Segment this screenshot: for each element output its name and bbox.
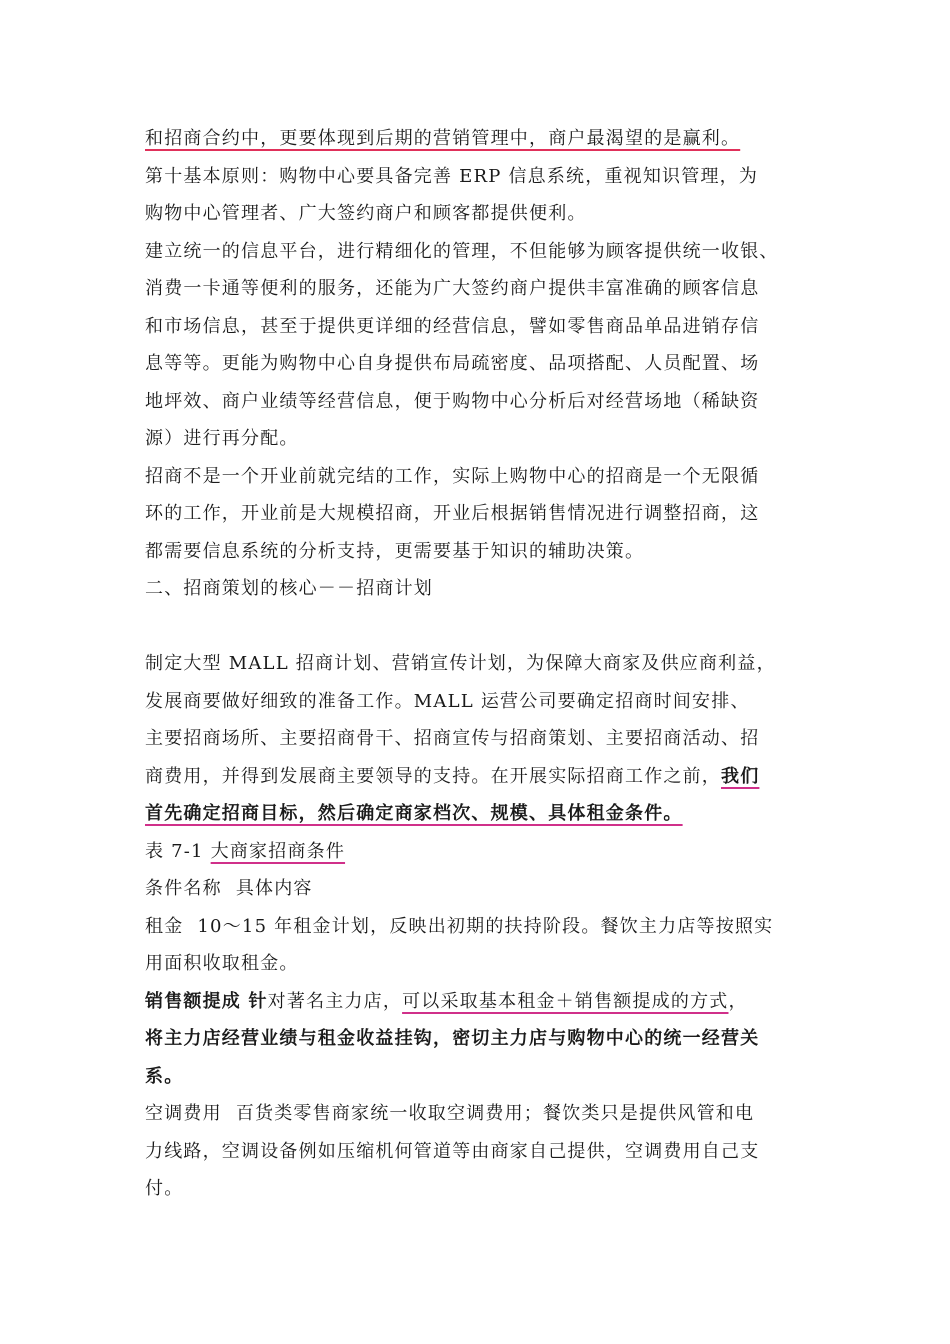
text-line: 招商不是一个开业前就完结的工作，实际上购物中心的招商是一个无限循	[145, 465, 760, 487]
bold-underlined-text: 首先确定招商目标，然后确定商家档次、规模、具体租金条件。	[145, 803, 683, 824]
text-line	[145, 758, 817, 796]
text-line: 建立统一的信息平台，进行精细化的管理，不但能够为顾客提供统一收银、	[145, 240, 779, 262]
underlined-text: 和招商合约中，更要体现到后期的营销管理中，商户最渴望的是赢利。	[145, 128, 741, 149]
document-page	[145, 120, 817, 1208]
text-line	[145, 120, 817, 158]
table-caption	[145, 833, 817, 871]
row-label: 租金	[145, 915, 184, 937]
text-line: 源）进行再分配。	[145, 428, 299, 449]
header-content: 具体内容	[235, 878, 313, 899]
table-header-row	[145, 870, 817, 908]
text-line: 息等等。更能为购物中心自身提供布局疏密度、品项搭配、人员配置、场	[145, 353, 760, 374]
blank-line	[145, 608, 817, 646]
text-line: 消费一卡通等便利的服务，还能为广大签约商户提供丰富准确的顾客信息	[145, 278, 760, 299]
table-title: 大商家招商条件	[210, 840, 346, 862]
header-condition-name: 条件名称	[145, 878, 222, 899]
table-row	[145, 1095, 817, 1133]
text-line: 购物中心管理者、广大签约商户和顾客都提供便利。	[145, 203, 587, 224]
section-heading: 二、招商策划的核心－－招商计划	[145, 578, 433, 599]
text-line: 和市场信息，甚至于提供更详细的经营信息，譬如零售商品单品进销存信	[145, 315, 760, 337]
text-line: 环的工作，开业前是大规模招商，开业后根据销售情况进行调整招商，这	[145, 503, 760, 524]
text-line: 发展商要做好细致的准备工作。MALL 运营公司要确定招商时间安排、	[145, 690, 750, 712]
text-line: 第十基本原则：购物中心要具备完善 ERP 信息系统，重视知识管理，为	[145, 165, 759, 187]
row-label: 销售额提成 针	[145, 990, 268, 1012]
table-row	[145, 908, 817, 946]
row-label: 空调费用	[145, 1103, 222, 1124]
row-content: 10～15 年租金计划，反映出初期的扶持阶段。餐饮主力店等按照实	[197, 915, 774, 937]
text-segment: ，	[728, 990, 748, 1012]
text-line: 主要招商场所、主要招商骨干、招商宣传与招商策划、主要招商活动、招	[145, 728, 760, 749]
table-row	[145, 983, 817, 1021]
text-line: 地坪效、商户业绩等经营信息，便于购物中心分析后对经营场地（稀缺资	[145, 390, 760, 412]
table-number: 表 7-1	[145, 840, 211, 862]
text-line: 系。	[145, 1065, 184, 1087]
text-line: 都需要信息系统的分析支持，更需要基于知识的辅助决策。	[145, 540, 645, 562]
text-line: 制定大型 MALL 招商计划、营销宣传计划，为保障大商家及供应商利益，	[145, 653, 776, 674]
text-line	[145, 795, 817, 833]
underlined-text: 可以采取基本租金＋销售额提成的方式	[402, 990, 729, 1012]
text-line: 将主力店经营业绩与租金收益挂钩，密切主力店与购物中心的统一经营关	[145, 1028, 760, 1049]
text-line: 用面积收取租金。	[145, 953, 299, 974]
row-content: 对著名主力店，	[267, 990, 403, 1012]
text-line: 付。	[145, 1178, 184, 1199]
row-content: 百货类零售商家统一收取空调费用；餐饮类只是提供风管和电	[235, 1103, 755, 1124]
bold-underlined-text: 我们	[721, 765, 760, 787]
text-line: 力线路，空调设备例如压缩机何管道等由商家自己提供，空调费用自己支	[145, 1140, 760, 1162]
text-segment: 商费用，并得到发展商主要领导的支持。在开展实际招商工作之前，	[145, 765, 721, 787]
